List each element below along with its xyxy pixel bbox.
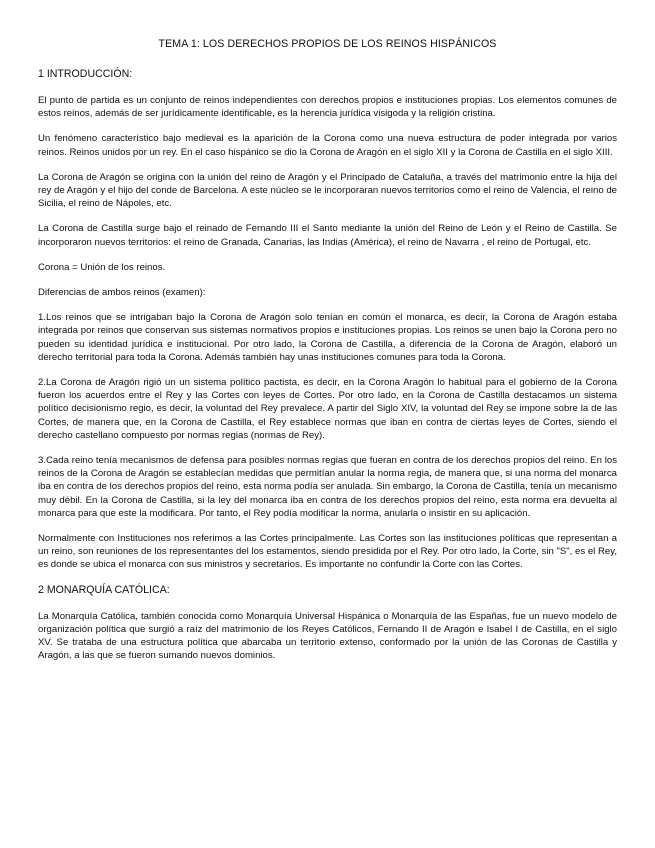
paragraph: La Corona de Castilla surge bajo el reinado de Fernando III el Santo mediante la unión del Reino de León y el Reino de Castilla. Se incorporaron nuevos territorios: el reino de Granada, Canarias, las Indias (América), el reino de Navarra , el reino de Portugal, etc. — [38, 223, 617, 248]
paragraph: El punto de partida es un conjunto de reinos independientes con derechos propios e instituciones propias. Los elementos comunes de estos reinos, además de ser jurídicamente identificable, es la herencia jurídica visigoda y la religión cristina. — [38, 95, 617, 120]
paragraph: 3.Cada reino tenía mecanismos de defensa para posibles normas regias que fueran en contra de los derechos propios del reino. En los reinos de la Corona de Aragón se establecían medidas que permitían anular la norma regia, de manera que, si una norma del monarca iba en contra de los derechos propios del reino, esta norma podía ser anulada. Sin embargo, la Corona de Castilla, tenía un mecanismo muy débil. En la Corona de Castilla, si la ley del monarca iba en contra de los derechos propios del reino, esta norma era devuelta al monarca para que este la modificara. Por tanto, el Rey podía modificar la norma, anularla o insistir en su aplicación. — [38, 455, 617, 519]
paragraph: La Corona de Aragón se origina con la unión del reino de Aragón y el Principado de Cataluña, a través del matrimonio entre la hija del rey de Aragón y el hijo del conde de Barcelona. A este núcleo se le incorporaran nuevos territorios como el reino de Valencia, el reino de Sicilia, el reino de Nápoles, etc. — [38, 171, 617, 210]
paragraph: 1.Los reinos que se intrigaban bajo la Corona de Aragón solo tenían en común el monarca, es decir, la Corona de Aragón estaba integrada por reinos que conservan sus sistemas normativos propios e instituciones propias. Los reinos se unen bajo la Corona pero no pueden su identidad jurídica e institucional. Por otro lado, la Corona de Castilla, a diferencia de la Corona de Aragón, elaboró un derecho territorial para toda la Corona. Además también hay unas instituciones comunes para toda la Corona. — [38, 312, 617, 363]
paragraph: Diferencias de ambos reinos (examen): — [38, 287, 206, 299]
section-heading-monarquia-catolica: 2 MONARQUÍA CATÓLICA: — [38, 583, 170, 596]
paragraph: Un fenómeno característico bajo medieval es la aparición de la Corona como una nueva estructura de poder integrada por varios reinos. Reinos unidos por un rey. En el caso hispánico se dio la Corona de Aragón en el siglo XII y la Corona de Castilla en el siglo XIII. — [38, 133, 617, 158]
paragraph: La Monarquía Católica, también conocida como Monarquía Universal Hispánica o Monarquía de las Españas, fue un nuevo modelo de organización política que surgió a raíz del matrimonio de los Reyes Católicos, Fernando II de Aragón e Isabel I de Castilla, en el siglo XV. Se trataba de una estructura política que abarcaba un territorio extenso, conformado por la unión de las Coronas de Castilla y Aragón, a las que se fueron sumando nuevos dominios. — [38, 610, 617, 662]
paragraph: Normalmente con Instituciones nos referimos a las Cortes principalmente. Las Cortes son las instituciones políticas que representan a un reino, son reuniones de los representantes del los estamentos, siendo presidida por el Rey. Por otro lado, la Corte, sin "S", es el Rey, es donde se ubica el monarca con sus ministros y secretarios. Es importante no confundir la Corte con las Cortes. — [38, 533, 617, 571]
document-title: TEMA 1: LOS DERECHOS PROPIOS DE LOS REINOS HISPÁNICOS — [158, 38, 497, 50]
paragraph: Corona = Unión de los reinos. — [38, 261, 166, 273]
section-heading-introduccion: 1 INTRODUCCIÓN: — [38, 68, 133, 80]
paragraph: 2.La Corona de Aragón rigió un un sistema político pactista, es decir, en la Corona Aragón lo habitual para el gobierno de la Corona fueron los acuerdos entre el Rey y las Cortes con leyes de Cortes. Por otro lado, en la Corona de Castilla destacamos un sistema político decisionismo regio, es decir, la voluntad del Rey prevalece. A partir del Siglo XIV, la voluntad del Rey se impone sobre la de las Cortes, de manera que, en la Corona de Castilla, el Rey establece normas que iban en contra de ciertas leyes de Cortes, siendo el derecho castellano compuesto por normas regias (normas de Rey). — [38, 377, 617, 441]
